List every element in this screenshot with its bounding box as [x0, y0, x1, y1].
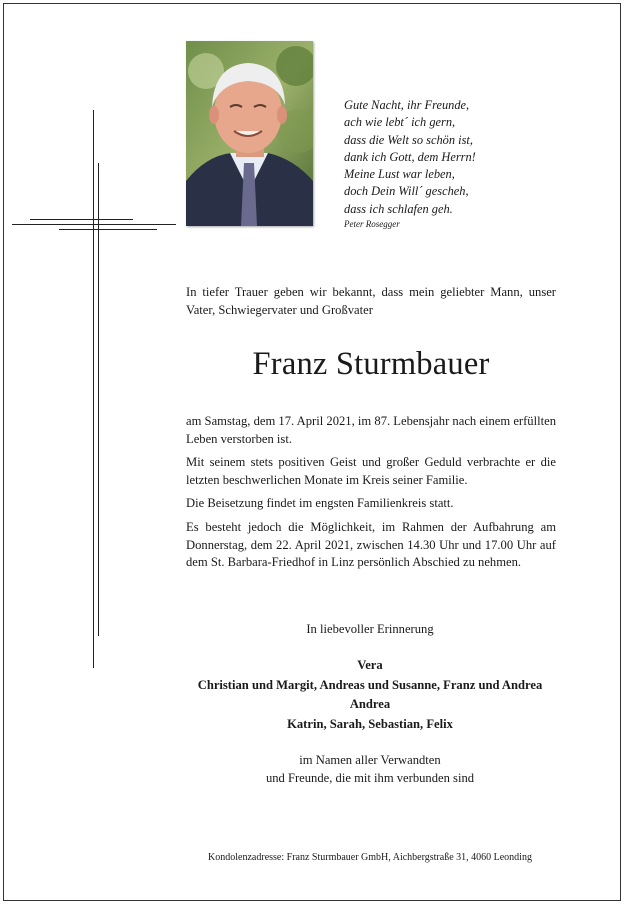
deceased-name: Franz Sturmbauer — [252, 346, 490, 382]
mourner-line: Katrin, Sarah, Sebastian, Felix — [287, 717, 453, 731]
mourner-line: Vera — [357, 658, 383, 672]
poem-line: dass die Welt so schön ist, — [344, 132, 473, 147]
burial-text: Die Beisetzung findet im engsten Familienkreis statt. — [186, 496, 454, 510]
death-notice-text: am Samstag, dem 17. April 2021, im 87. Lebensjahr nach einem erfüllten Leben verstorben ist. — [186, 414, 556, 446]
life-text: Mit seinem stets positiven Geist und großer Geduld verbrachte er die letzten beschwerlichen Monate im Kreis seiner Familie. — [186, 455, 556, 487]
poem-line: ach wie lebt´ ich gern, — [344, 115, 456, 130]
poem — [344, 97, 574, 218]
relatives-line: und Freunde, die mit ihm verbunden sind — [265, 771, 475, 785]
intro-text: In tiefer Trauer geben wir bekannt, dass mein geliebter Mann, unser Vater, Schwiegervater und Großvater — [186, 285, 556, 317]
poem-line: doch Dein Will´ gescheh, — [344, 184, 469, 199]
mourner-line: Andrea — [349, 697, 391, 711]
poem-line: dank ich Gott, dem Herrn! — [344, 149, 476, 164]
poem-line: Meine Lust war leben, — [344, 167, 455, 182]
farewell-text: Es besteht jedoch die Möglichkeit, im Rahmen der Aufbahrung am Donnerstag, dem 22. April 2021, zwischen 14.30 Uhr und 17.00 Uhr auf dem St. Barbara-Friedhof in Linz persönlich Abschied zu nehmen. — [186, 520, 556, 570]
portrait-photo — [186, 41, 313, 226]
poem-line: Gute Nacht, ihr Freunde, — [344, 98, 470, 112]
remembrance-text: In liebevoller Erinnerung — [306, 622, 434, 636]
poem-author: Peter Rosegger — [344, 219, 400, 229]
mourner-line: Christian und Margit, Andreas und Susanne, Franz und Andrea — [197, 678, 543, 692]
relatives-line: im Namen aller Verwandten — [299, 753, 441, 767]
poem-line: dass ich schlafen geh. — [344, 201, 453, 216]
condolence-address: Kondolenzadresse: Franz Sturmbauer GmbH, Aichbergstraße 31, 4060 Leonding — [208, 852, 532, 863]
